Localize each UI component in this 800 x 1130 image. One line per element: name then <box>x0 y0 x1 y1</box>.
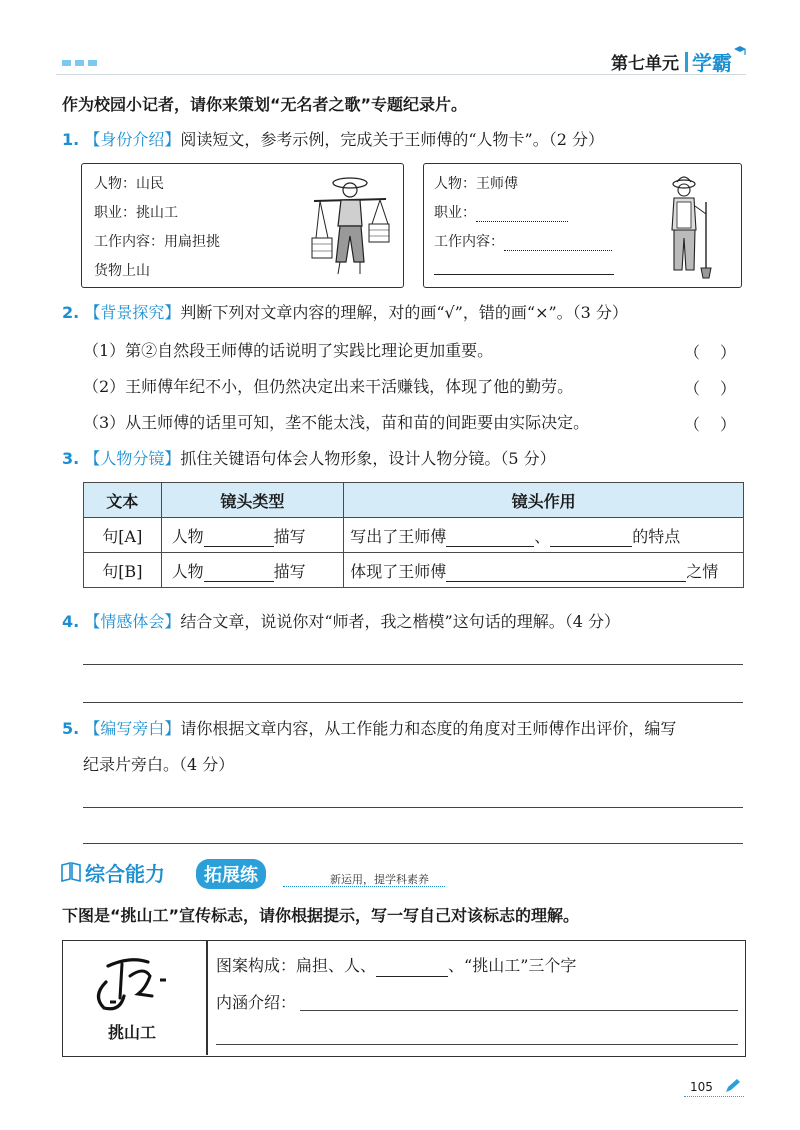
question-text: 结合文章，说说你对“师者，我之楷模”这句话的理解。（4 分） <box>180 612 620 631</box>
card-label: 工作内容： <box>434 234 504 250</box>
question-tag: 【人物分镜】 <box>84 449 181 468</box>
question-number: 4. <box>62 612 80 631</box>
table-row <box>84 518 744 553</box>
brand-logo: 学霸 <box>692 51 732 75</box>
extension-underline <box>283 886 445 887</box>
shot-type-cell <box>161 553 344 588</box>
question-number: 2. <box>62 303 80 322</box>
emotion-blank[interactable] <box>446 565 686 582</box>
row-label: 句[B] <box>84 553 162 588</box>
question-tag: 【身份介绍】 <box>84 130 181 149</box>
intro-text: 作为校园小记者，请你来策划“无名者之歌”专题纪录片。 <box>62 95 468 114</box>
unit-label: 第七单元 <box>611 54 679 74</box>
header-rule <box>56 74 746 75</box>
storyboard-table <box>83 482 744 588</box>
shot-type-blank[interactable] <box>204 565 274 582</box>
meaning-intro <box>216 992 296 1014</box>
blank-person-card <box>423 163 742 288</box>
work-content-blank-2[interactable] <box>434 274 614 275</box>
pattern-blank[interactable] <box>376 960 448 977</box>
cell-text: 之情 <box>686 561 719 581</box>
logo-caption: 挑山工 <box>108 1023 157 1042</box>
card-line <box>434 202 568 222</box>
table-row <box>84 553 744 588</box>
line-text: 内涵介绍： <box>216 993 297 1012</box>
answer-line[interactable] <box>300 1010 738 1011</box>
porter-logo-graphic <box>86 950 186 1016</box>
question-5 <box>62 718 676 740</box>
table-header-row <box>84 483 744 518</box>
cell-text: 、 <box>534 526 551 546</box>
header-shot-effect: 镜头作用 <box>344 483 744 518</box>
extension-note: 新运用，提学科素养 <box>330 873 429 886</box>
book-icon <box>60 860 82 882</box>
porter-illustration <box>310 170 390 282</box>
question-text-cont: 纪录片旁白。（4 分） <box>83 755 235 774</box>
row-label: 句[A] <box>84 518 162 553</box>
card-line: 人物：山民 <box>94 176 164 192</box>
box-divider <box>206 940 208 1055</box>
question-text: 阅读短文，参考示例，完成关于王师傅的“人物卡”。（2 分） <box>180 130 604 149</box>
question-4 <box>62 611 620 633</box>
occupation-blank[interactable] <box>476 207 568 222</box>
pattern-composition <box>216 955 576 977</box>
card-line: 职业：挑山工 <box>94 205 178 221</box>
question-number: 5. <box>62 719 80 738</box>
graduation-cap-icon <box>733 44 747 58</box>
page-number-rule <box>684 1096 744 1097</box>
pencil-icon <box>724 1078 742 1094</box>
cell-text: 的特点 <box>632 526 681 546</box>
cell-text: 写出了王师傅 <box>350 526 447 546</box>
paren-left: （ <box>684 415 701 434</box>
trait-blank-1[interactable] <box>446 530 534 547</box>
answer-line[interactable] <box>83 807 743 808</box>
cell-text: 人物 <box>171 561 204 581</box>
question-tag: 【编写旁白】 <box>84 719 181 738</box>
answer-parens[interactable] <box>684 340 736 363</box>
extension-prompt: 下图是“挑山工”宣传标志，请你根据提示，写一写自己对该标志的理解。 <box>62 906 580 925</box>
farmer-illustration <box>660 172 720 280</box>
question-text: 请你根据文章内容，从工作能力和态度的角度对王师傅作出评价，编写 <box>180 719 677 738</box>
shot-type-blank[interactable] <box>204 530 274 547</box>
question-3 <box>62 448 556 470</box>
card-line: 货物上山 <box>94 263 150 279</box>
answer-line[interactable] <box>216 1044 738 1045</box>
shot-effect-cell <box>344 553 744 588</box>
page-number: 105 <box>690 1080 713 1094</box>
question-tag: 【背景探究】 <box>84 303 181 322</box>
header-shot-type: 镜头类型 <box>161 483 344 518</box>
answer-parens[interactable] <box>684 412 736 435</box>
judgement-item-2: （2）王师傅年纪不小，但仍然决定出来干活赚钱，体现了他的勤劳。 <box>83 377 574 396</box>
card-line <box>434 231 612 251</box>
example-person-card <box>81 163 404 288</box>
extension-title: 综合能力 <box>85 862 165 886</box>
cell-text: 描写 <box>273 561 306 581</box>
line-text: 、“挑山工”三个字 <box>448 956 577 975</box>
card-line: 工作内容：用扁担挑 <box>94 234 220 250</box>
question-text: 判断下列对文章内容的理解，对的画“√”，错的画“×”。（3 分） <box>180 303 628 322</box>
question-2 <box>62 302 628 324</box>
line-text: 图案构成：扁担、人、 <box>216 956 377 975</box>
question-tag: 【情感体会】 <box>84 612 181 631</box>
cell-text: 人物 <box>171 526 204 546</box>
work-content-blank[interactable] <box>504 236 612 251</box>
answer-line[interactable] <box>83 843 743 844</box>
header-text: 文本 <box>84 483 162 518</box>
paren-left: （ <box>684 343 701 362</box>
card-label: 职业： <box>434 205 476 221</box>
shot-effect-cell <box>344 518 744 553</box>
card-line: 人物：王师傅 <box>434 176 518 192</box>
answer-parens[interactable] <box>684 376 736 399</box>
judgement-item-3: （3）从王师傅的话里可知，垄不能太浅，苗和苗的间距要由实际决定。 <box>83 413 590 432</box>
question-number: 1. <box>62 130 80 149</box>
answer-line[interactable] <box>83 702 743 703</box>
extension-badge: 拓展练 <box>196 859 266 889</box>
cell-text: 描写 <box>273 526 306 546</box>
paren-right: ） <box>720 415 737 434</box>
paren-right: ） <box>720 379 737 398</box>
question-text: 抓住关键语句体会人物形象，设计人物分镜。（5 分） <box>180 449 556 468</box>
trait-blank-2[interactable] <box>550 530 632 547</box>
judgement-item-1: （1）第②自然段王师傅的话说明了实践比理论更加重要。 <box>83 341 494 360</box>
question-1 <box>62 129 604 151</box>
question-number: 3. <box>62 449 80 468</box>
paren-left: （ <box>684 379 701 398</box>
paren-right: ） <box>720 343 737 362</box>
header-decoration <box>62 60 97 66</box>
header-divider <box>685 52 688 72</box>
answer-line[interactable] <box>83 664 743 665</box>
shot-type-cell <box>161 518 344 553</box>
cell-text: 体现了王师傅 <box>350 561 447 581</box>
